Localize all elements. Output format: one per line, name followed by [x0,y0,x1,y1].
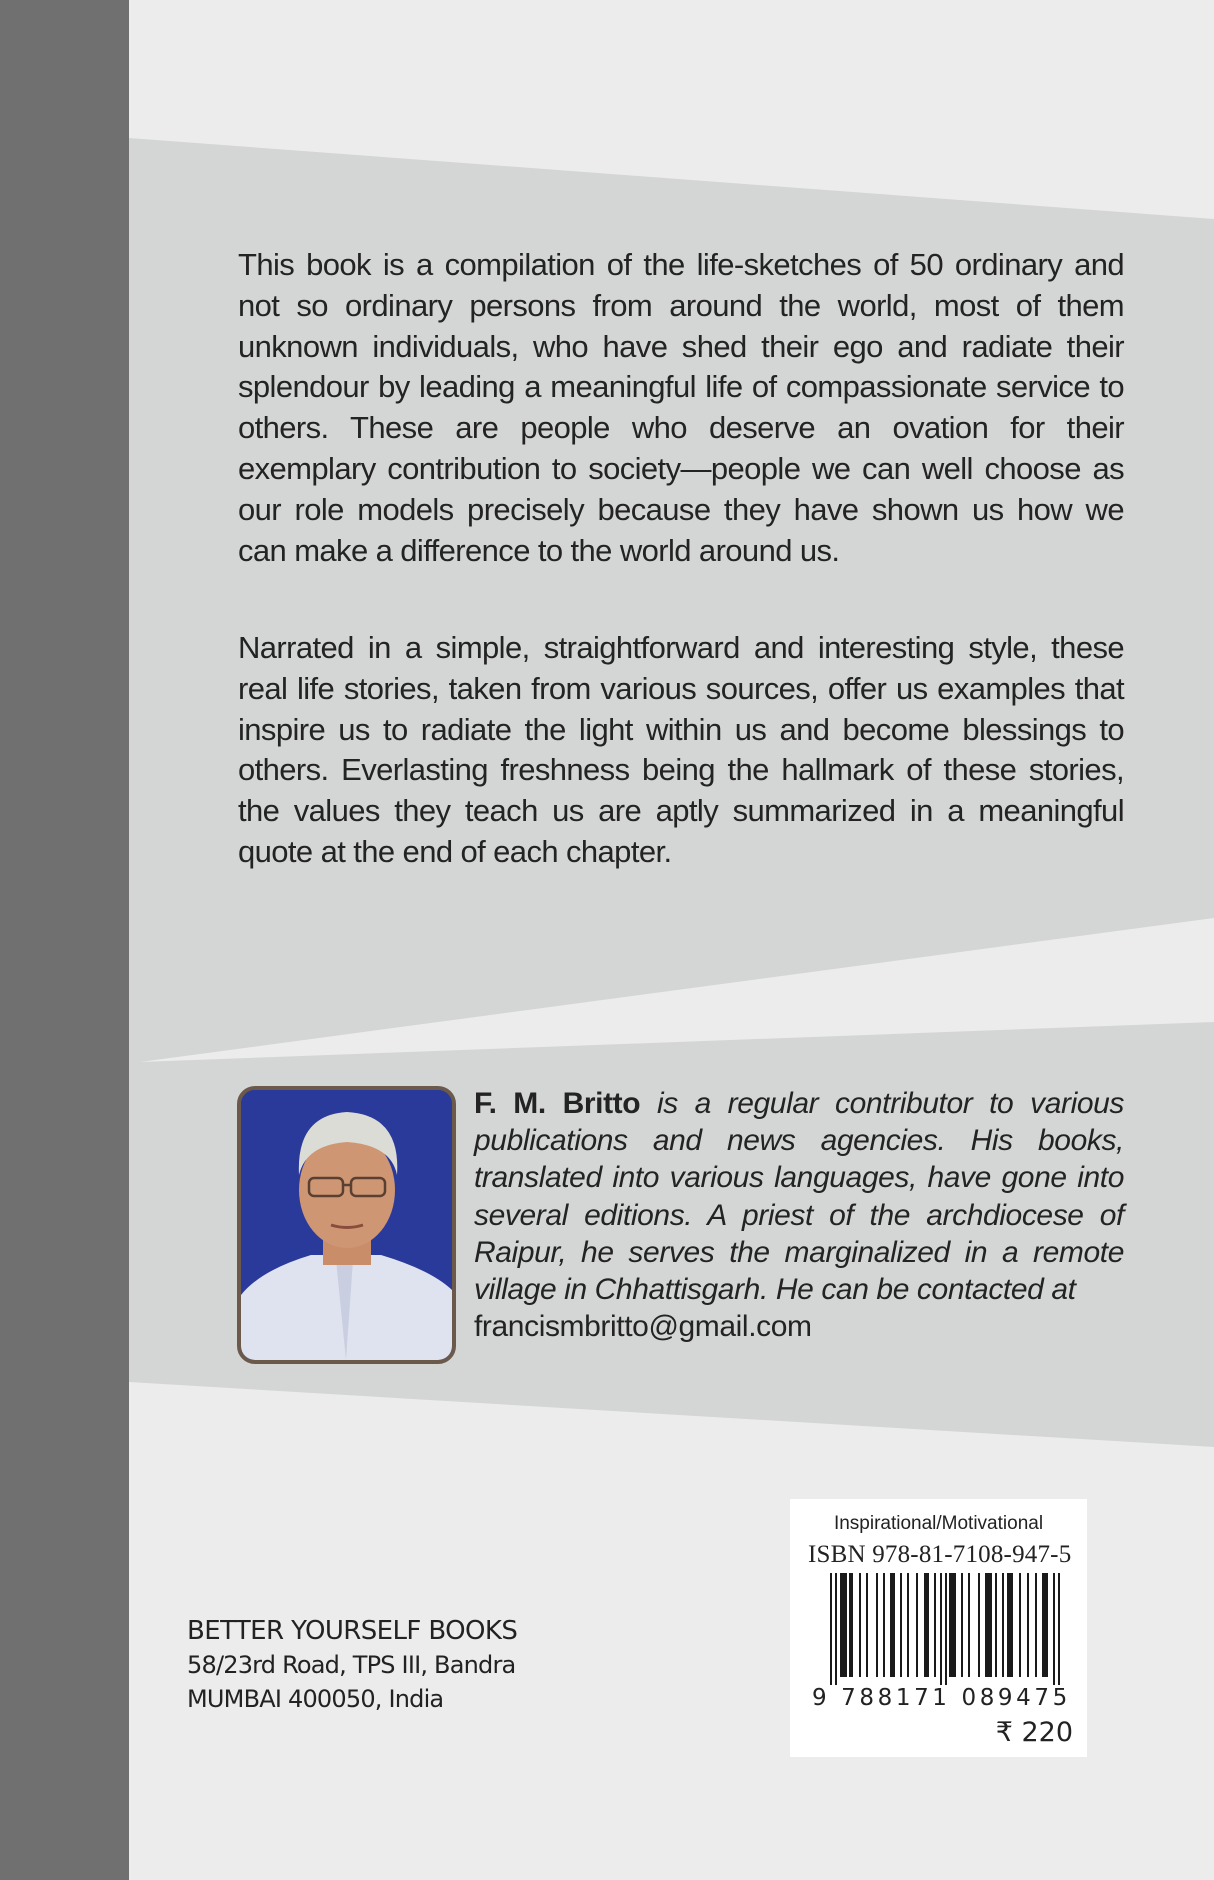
blurb-paragraph-1 [238,245,1124,571]
publisher-address-line1: 58/23rd Road, TPS III, Bandra [187,1651,516,1679]
author-bio [474,1085,1124,1345]
blurb-paragraph-2 [238,628,1124,873]
publisher-name: BETTER YOURSELF BOOKS [187,1616,518,1646]
price-label: ₹ 220 [995,1717,1073,1748]
blurb-text-1: This book is a compilation of the life-sketches of 50 ordinary and not so ordinary persons from around the world, most of them unknown individuals, who have shed their ego and radiate their splendour by leading a meaningful life of compassionate service to others. These are people who deserve an ovation for their exemplary contribution to society—people we can well choose as our role models precisely because they have shown us how we can make a difference to the world around us. [238,247,1124,568]
publisher-block [187,1614,517,1716]
author-photo [237,1086,456,1364]
barcode-icon [830,1573,1066,1685]
barcode-label [790,1499,1087,1757]
author-portrait-icon [241,1090,452,1360]
author-bio-text: is a regular contributor to various publications and news agencies. His books, translated into various languages, have gone into several editions. A priest of the archdiocese of Raipur, he serves the marginalized in a remote village in Chhattisgarh. He can be contacted at [474,1087,1125,1307]
isbn-text: ISBN 978-81-7108-947-5 [808,1541,1072,1568]
barcode-digits: 9 788171 089475 [812,1685,1071,1711]
author-name: F. M. Britto [474,1087,641,1120]
book-category: Inspirational/Motivational [833,1513,1044,1534]
publisher-address-line2: MUMBAI 400050, India [187,1685,444,1713]
blurb-text-2: Narrated in a simple, straightforward and interesting style, these real life stories, taken from various sources, offer us examples that inspire us to radiate the light within us and become blessings to others. Everlasting freshness being the hallmark of these stories, the values they teach us are aptly summarized in a meaningful quote at the end of each chapter. [238,630,1124,869]
author-email-link[interactable]: francismbritto@gmail.com [474,1310,812,1344]
